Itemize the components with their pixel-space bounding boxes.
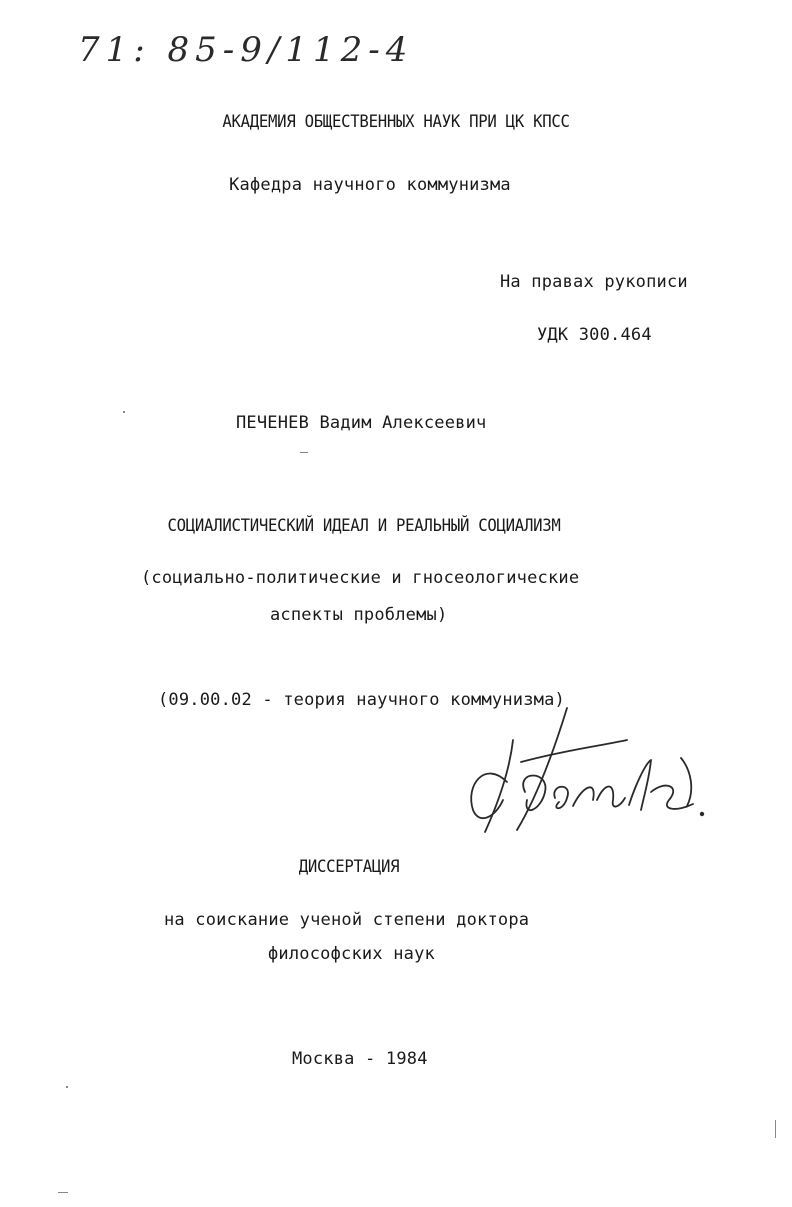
author-signature (455, 700, 715, 850)
institution-name: АКАДЕМИЯ ОБЩЕСТВЕННЫХ НАУК ПРИ ЦК КПСС (222, 112, 570, 132)
degree-line-1: на соискание ученой степени доктора (164, 910, 530, 930)
dissertation-title: СОЦИАЛИСТИЧЕСКИЙ ИДЕАЛ И РЕАЛЬНЫЙ СОЦИАЛИЗМ (167, 516, 561, 536)
department-name: Кафедра научного коммунизма (229, 175, 511, 195)
scan-speck (58, 1192, 68, 1193)
subtitle-line-2: аспекты проблемы) (270, 605, 448, 625)
rights-note: На правах рукописи (500, 272, 688, 292)
scan-speck (300, 452, 308, 453)
scan-speck (775, 1120, 776, 1138)
degree-line-2: философских наук (268, 944, 435, 964)
scan-speck (123, 411, 125, 413)
specialty-code: (09.00.02 - теория научного коммунизма) (158, 690, 565, 710)
work-type: ДИССЕРТАЦИЯ (298, 857, 400, 877)
subtitle-line-1: (социально-политические и гносеологические (141, 568, 580, 588)
scan-speck (66, 1086, 68, 1088)
archive-number: 71: 85-9/112-4 (78, 30, 414, 70)
author-name: ПЕЧЕНЕВ Вадим Алексеевич (236, 413, 487, 433)
place-and-year: Москва - 1984 (292, 1049, 428, 1069)
udc-code: УДК 300.464 (537, 325, 652, 345)
